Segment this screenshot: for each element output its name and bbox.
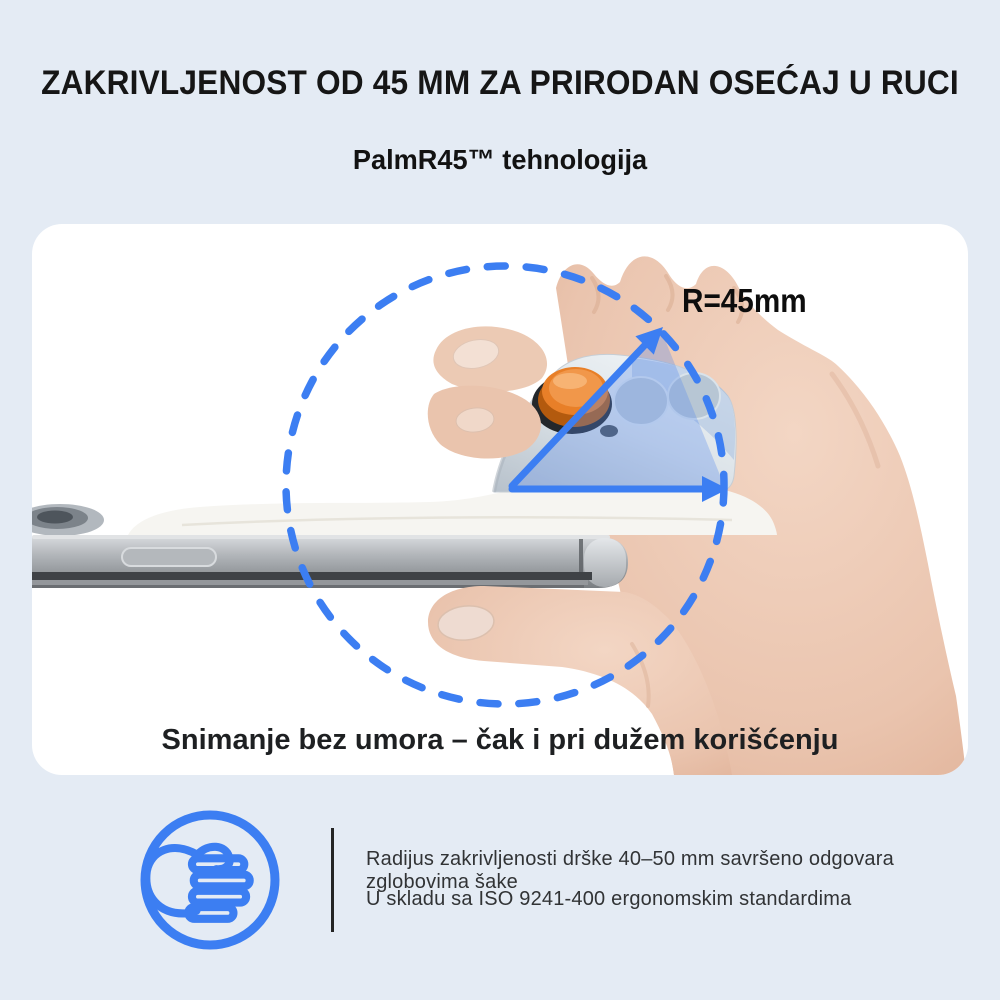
radius-label: R=45mm [682,282,807,319]
phone-camera-bump [32,504,104,536]
fingertips [428,326,547,458]
feature-line-1: Radijus zakrivljenosti drške 40–50 mm savršeno odgovara zglobovima šake [366,848,894,893]
product-photo-card [32,224,968,775]
grip-hand-icon [136,806,284,954]
feature-line-2: U skladu sa ISO 9241-400 ergonomskim standardima [366,888,852,910]
vertical-divider [331,828,334,932]
phone-side-button [122,548,216,566]
page-subtitle: PalmR45™ tehnologija [352,144,648,175]
page-title: ZAKRIVLJENOST OD 45 MM ZA PRIRODAN OSEĆAJ U RUCI [41,64,959,102]
product-photo [32,224,968,775]
photo-caption: Snimanje bez umora – čak i pri dužem korišćenju [161,724,839,756]
